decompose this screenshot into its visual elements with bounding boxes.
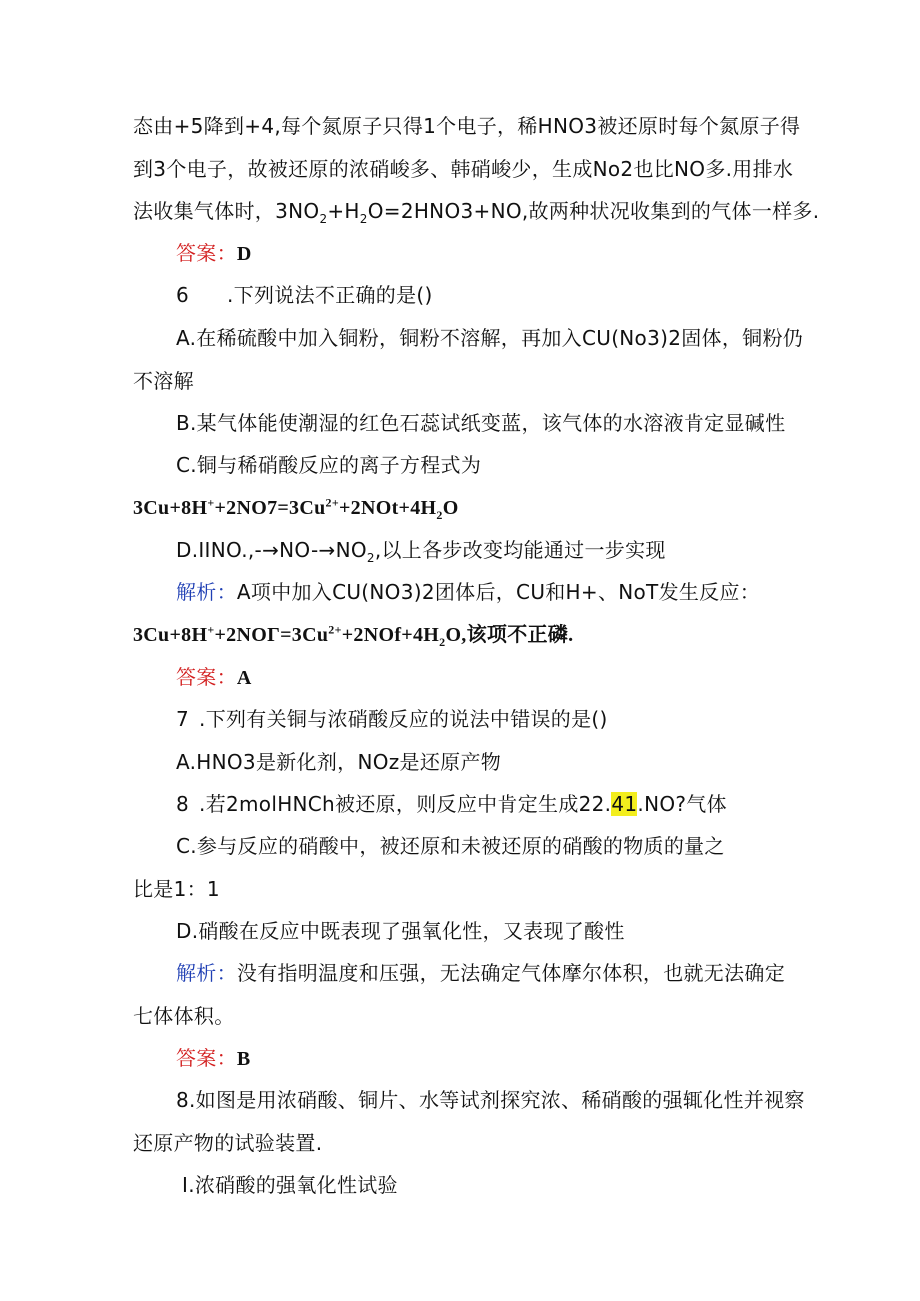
text-line: 不溶解 [133,369,194,393]
text-segment: ,以上各步改变均能通过一步实现 [374,538,666,562]
analysis-line [176,578,760,606]
answer-label: 答案： [176,1046,237,1070]
text-segment: +2NOf+4H [341,624,440,646]
option-c: C.铜与稀硝酸反应的离子方程式为 [176,453,482,477]
text-line: 还原产物的试验装置. [133,1131,323,1155]
analysis-label: 解析： [176,961,237,985]
answer-line [176,239,252,268]
text-segment: +2NOt+4H [338,497,437,519]
text-segment: 法收集气体时，3NO [133,199,320,223]
question-number: 7 [176,707,190,731]
text-line: 到3个电子，故被还原的浓硝峻多、韩硝峻少，生成No2也比NO多.用排水 [133,157,794,181]
text-segment: +2NOΓ=3Cu [214,624,329,646]
equation-line [133,197,819,225]
subscript: 2 [436,508,443,522]
analysis-line [176,959,785,987]
text-segment: D.IINO.,-→NO-→NO [176,538,367,562]
highlighted-text: 41 [611,792,638,816]
subscript: 2 [366,551,375,565]
subscript: 2 [439,635,446,649]
option-a: A.HNO3是新化剂，NOz是还原产物 [176,750,502,774]
text-segment: 3Cu+8H [133,497,208,519]
analysis-text: 没有指明温度和压强，无法确定气体摩尔体积，也就无法确定 [236,961,786,985]
text-line: 比是1：1 [133,877,220,901]
section-heading: I.浓硝酸的强氧化性试验 [182,1173,398,1197]
option-d [176,536,666,564]
question-line [176,281,433,309]
option-b [176,790,727,818]
subscript: 2 [319,212,328,226]
answer-line [176,1044,251,1073]
text-line: 态由+5降到+4,每个氮原子只得1个电子，稀HNO3被还原时每个氮原子得 [133,114,801,138]
text-segment: O,该项不正磷. [445,624,574,646]
answer-label: 答案： [176,241,237,265]
answer-value: B [236,1048,251,1070]
question-number: 8 [176,792,190,816]
question-number: 6 [176,283,190,307]
text-segment: 3Cu+8H [133,624,208,646]
question-line: 8.如图是用浓硝酸、铜片、水等试剂探究浓、稀硝酸的强辄化性并视察 [176,1088,805,1112]
option-b: B.某气体能使潮湿的红色石蕊试纸变蓝，该气体的水溶液肯定显碱性 [176,411,786,435]
question-line [176,705,608,733]
answer-label: 答案： [176,665,237,689]
answer-line [176,663,252,692]
text-line: 七体体积。 [133,1004,235,1028]
text-segment: O [442,497,459,519]
superscript: 2+ [325,495,339,510]
option-c: C.参与反应的硝酸中，被还原和未被还原的硝酸的物质的量之 [176,834,725,858]
superscript: + [207,622,215,637]
text-segment: .若2molHNCh被还原，则反应中肯定生成22. [199,792,612,816]
option-d: D.硝酸在反应中既表现了强氧化性，又表现了酸性 [176,919,625,943]
answer-value: A [236,667,252,689]
option-a: A.在稀硫酸中加入铜粉，铜粉不溶解，再加入CU(No3)2固体，铜粉仍 [176,326,804,350]
superscript: + [207,495,215,510]
question-text: .下列说法不正确的是() [227,283,433,307]
equation-line [133,494,459,522]
subscript: 2 [359,212,368,226]
equation-line [133,621,573,649]
analysis-text: A项中加入CU(NO3)2团体后，CU和H+、NoT发生反应： [236,580,761,604]
analysis-label: 解析： [176,580,237,604]
question-text: .下列有关铜与浓硝酸反应的说法中错误的是() [199,707,608,731]
text-segment: +H [327,199,360,223]
text-segment: .NO?气体 [637,792,727,816]
text-segment: +2NO7=3Cu [214,497,326,519]
superscript: 2+ [328,622,342,637]
text-segment: O=2HNO3+NO,故两种状况收集到的气体一样多. [367,199,820,223]
answer-value: D [236,243,252,265]
